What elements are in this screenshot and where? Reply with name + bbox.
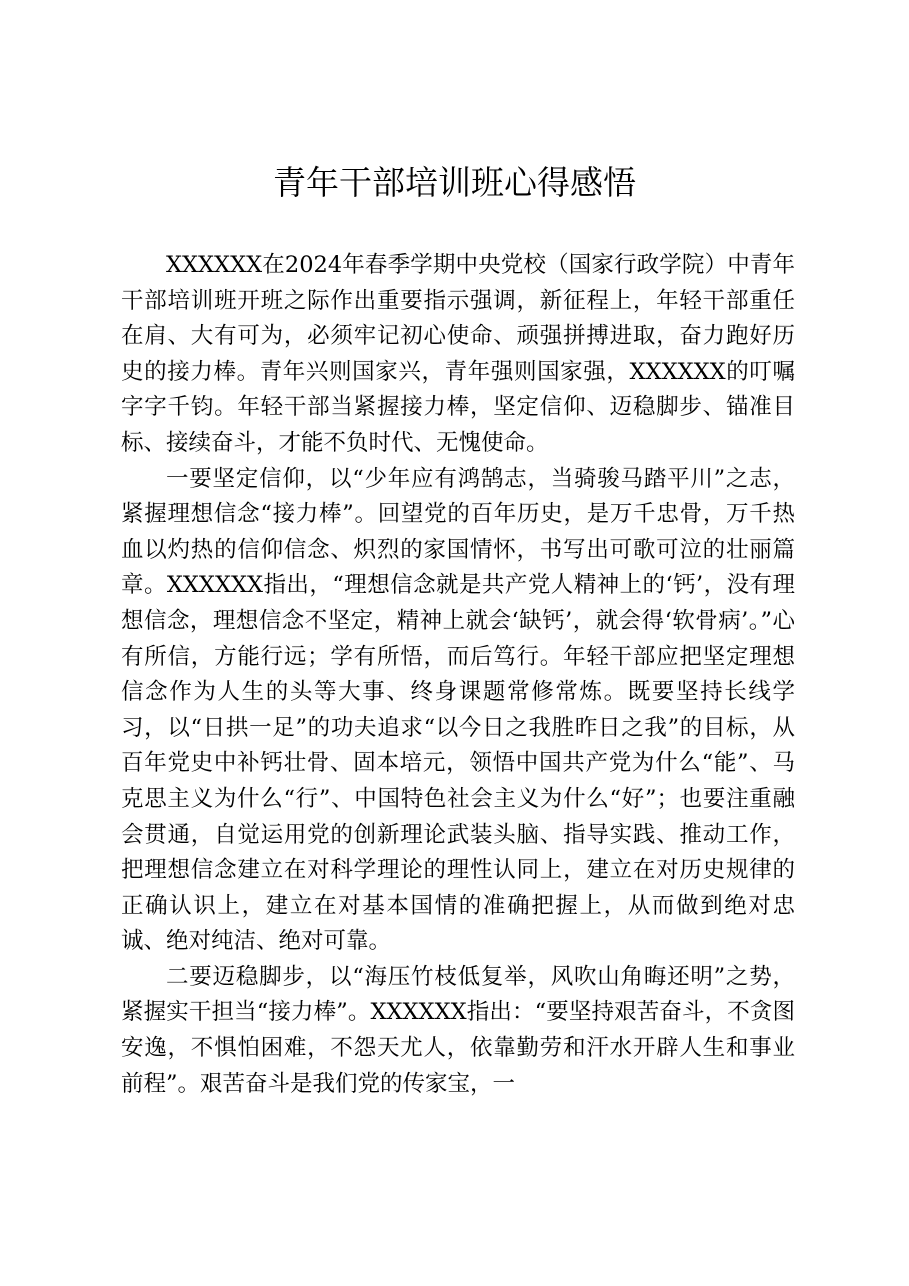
paragraph-steady-steps: 二要迈稳脚步，以“海压竹枝低复举，风吹山角晦还明”之势，紧握实干担当“接力棒”。XXXXXX指出：“要坚持艰苦奋斗，不贪图安逸，不惧怕困难，不怨天尤人，依靠勤劳和汗水开辟人生和事业前程”。艰苦奋斗是我们党的传家宝，一 — [121, 963, 795, 1097]
paragraph-faith: 一要坚定信仰，以“少年应有鸿鹄志，当骑骏马踏平川”之志，紧握理想信念“接力棒”。回望党的百年历史，是万千忠骨，万千热血以灼热的信仰信念、炽烈的家国情怀，书写出可歌可泣的壮丽篇章。XXXXXX指出，“理想信念就是共产党人精神上的‘钙’，没有理想信念，理想信念不坚定，精神上就会‘缺钙’，就会得‘软骨病’。”心有所信，方能行远；学有所悟，而后笃行。年轻干部应把坚定理想信念作为人生的头等大事、终身课题常修常炼。既要坚持长线学习，以“日拱一足”的功夫追求“以今日之我胜昨日之我”的目标，从百年党史中补钙壮骨、固本培元，领悟中国共产党为什么“能”、马克思主义为什么“行”、中国特色社会主义为什么“好”；也要注重融会贯通，自觉运用党的创新理论武装头脑、指导实践、推动工作，把理想信念建立在对科学理论的理性认同上，建立在对历史规律的正确认识上，建立在对基本国情的准确把握上，从而做到绝对忠诚、绝对纯洁、绝对可靠。 — [121, 465, 795, 955]
document-body — [121, 248, 795, 1102]
document-title: 青年干部培训班心得感悟 — [273, 163, 636, 202]
paragraph-intro: XXXXXX在2024年春季学期中央党校（国家行政学院）中青年干部培训班开班之际作出重要指示强调，新征程上，年轻干部重任在肩、大有可为，必须牢记初心使命、顽强拼搏进取，奋力跑好历史的接力棒。青年兴则国家兴，青年强则国家强，XXXXXX的叮嘱字字千钧。年轻干部当紧握接力棒，坚定信仰、迈稳脚步、锚准目标、接续奋斗，才能不负时代、无愧使命。 — [121, 252, 795, 456]
